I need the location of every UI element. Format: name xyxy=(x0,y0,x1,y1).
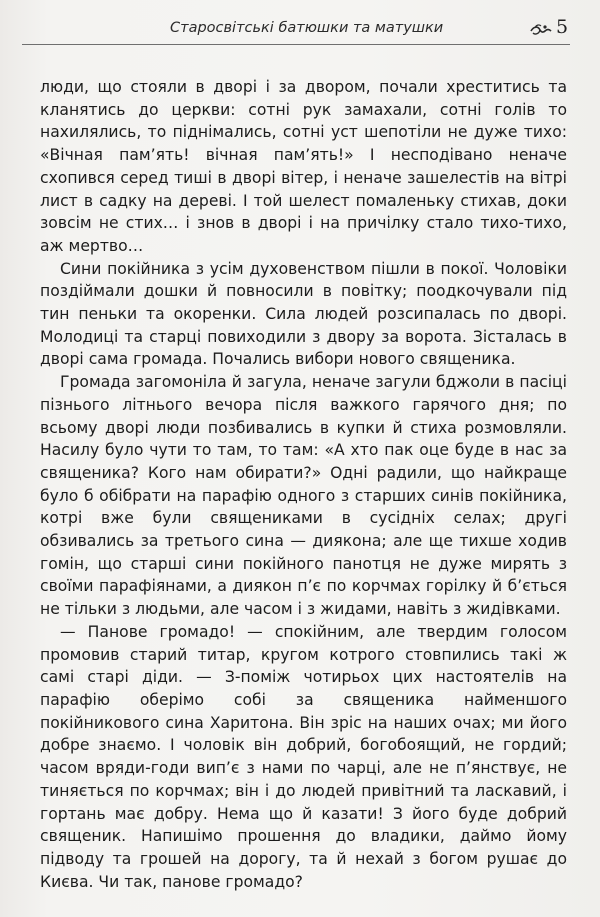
paragraph: Громада загомоніла й загула, неначе загули бджоли в пасіці пізнього літнього вечора після важкого гарячого дня; по всьому дворі люди позбивались в купки й стиха розмовляли. Насилу було чути то там, то там: «А хто пак оце буде в нас за священика? Кого нам обирати?» Одні радили, що найкраще було б обібрати на парафію одного з старших синів покійника, котрі вже були священиками в сусідніх селах; другі обзивались за третього сина — диякона; але ще тихше ходив гомін, що старші сини покійного панотця не дуже мирять з своїми парафіянами, а диякон п’є по корчмах горілку й б’ється не тільки з людьми, але часом і з жидами, навіть з жидівками. xyxy=(40,373,567,619)
running-title: Старосвітські батюшки та матушки xyxy=(170,20,444,36)
fleuron-icon xyxy=(530,23,552,37)
main-text xyxy=(40,76,567,893)
page-header xyxy=(22,0,582,50)
paragraph: люди, що стояли в дворі і за двором, почали хреститись та кланятись до церкви: сотні рук замахали, сотні голів то нахилялись, то піднімались, сотні уст шепотіли не дуже тихо: «Вічная пам’ять! вічная пам’ять!» І несподівано неначе схопився серед тиші в дворі вітер, і неначе зашелестів на вітрі лист в садку на дереві. І той шелест помаленьку стихав, доки зовсім не стих… і знов в дворі і на причілку стало тихо-тихо, аж мертво… xyxy=(40,78,567,255)
page-number: 5 xyxy=(556,16,569,38)
paragraph: — Панове громадо! — спокійним, але твердим голосом промовив старий титар, кругом котрого стовпились такі ж самі старі діди. — З-поміж чотирьох цих настоятелів на парафію оберімо собі за священика найменшого покійникового сина Харитона. Він зріс на наших очах; ми його добре знаємо. І чоловік він добрий, богобоящий, не гордий; часом вряди-годи вип’є з нами по чарці, але не п’янствує, не тиняється по корчмах; він і до людей привітний та ласкавий, і гортань має добру. Нема що й казати! З його буде добрий священик. Напишімо прошення до владики, даймо йому підводу та грошей на дорогу, та й нехай з богом рушає до Києва. Чи так, панове громадо? xyxy=(40,622,567,891)
paragraph: Сини покійника з усім духовенством пішли в покої. Чоловіки поздіймали дошки й повносили в повітку; поодкочували під тин пеньки та окоренки. Сила людей розсипалась по дворі. Молодиці та старці повиходили з двору за ворота. Зісталась в дворі сама громада. Почались вибори нового священика. xyxy=(40,259,567,369)
header-rule xyxy=(22,44,570,45)
